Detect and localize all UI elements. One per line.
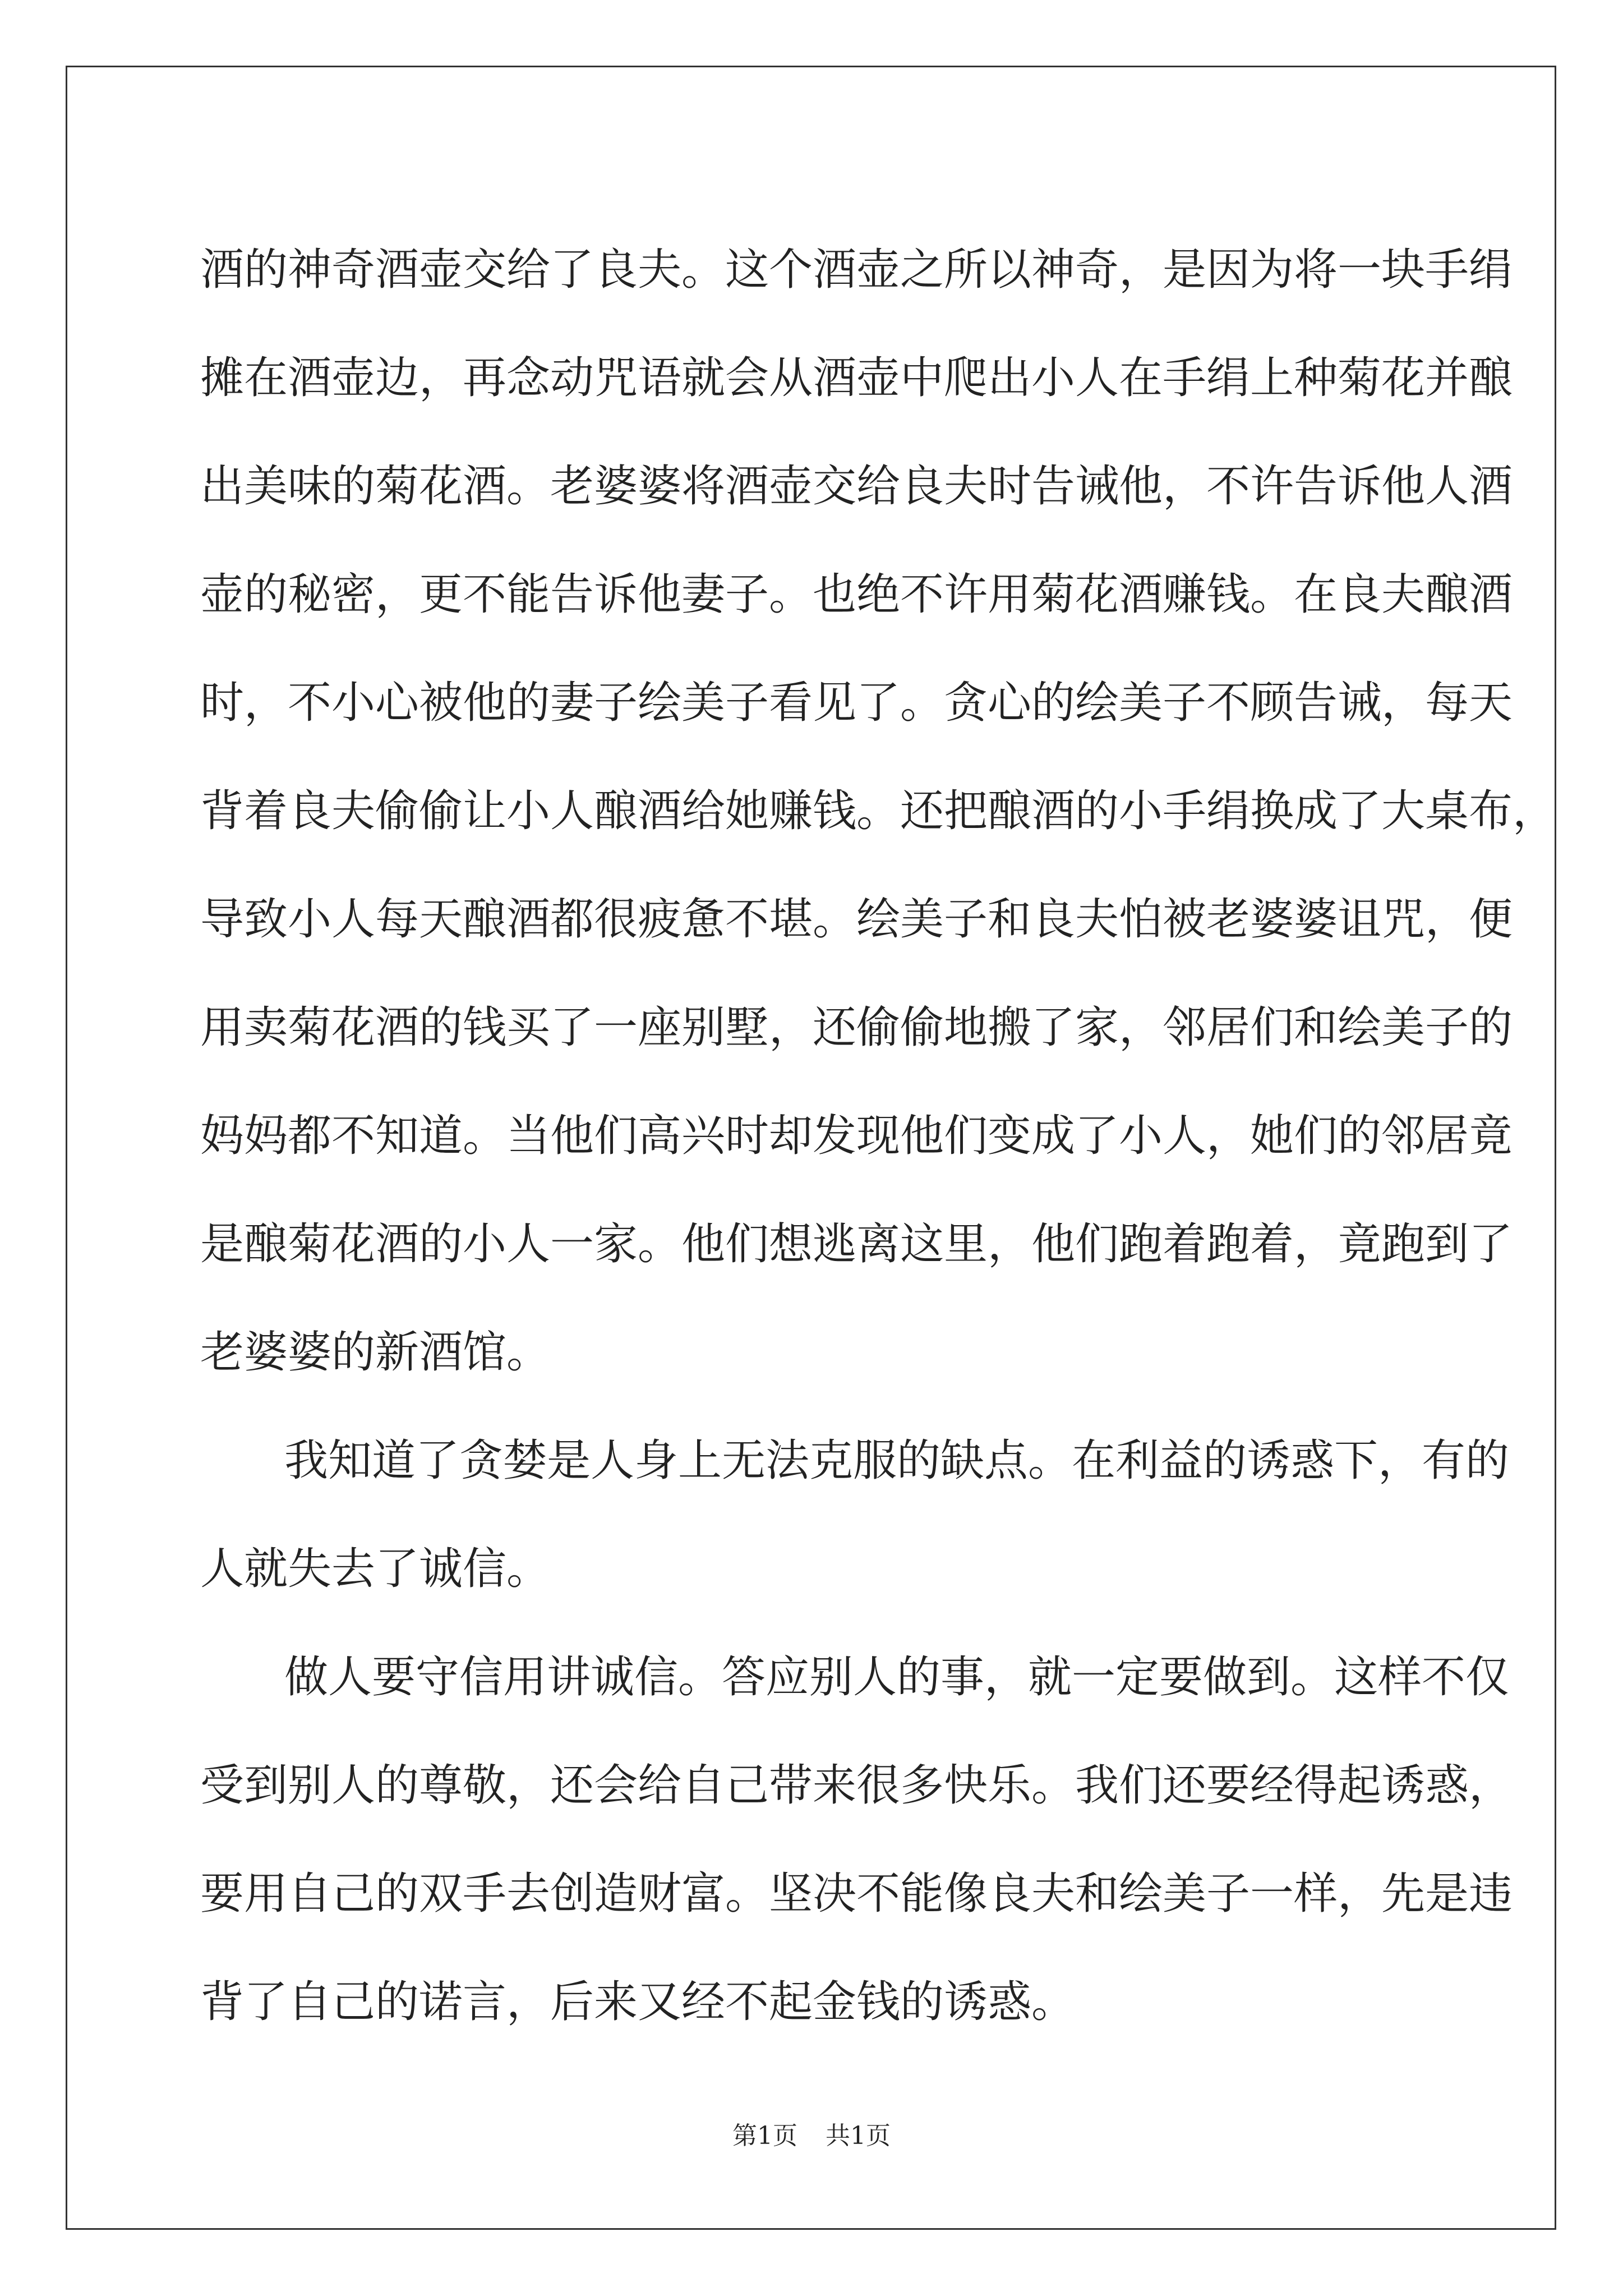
paragraph-3	[200, 1623, 1513, 2056]
paragraph-2	[200, 1407, 1510, 1623]
text-line: 是酿菊花酒的小人一家。他们想逃离这里，他们跑着跑着，竟跑到了	[200, 1219, 1513, 1269]
page-number: 第1页	[732, 2122, 797, 2150]
text-line: 要用自己的双手去创造财富。坚决不能像良夫和绘美子一样，先是违	[200, 1869, 1513, 1919]
text-line: 受到别人的尊敬，还会给自己带来很多快乐。我们还要经得起诱惑，	[200, 1760, 1513, 1811]
document-body	[200, 216, 1557, 2056]
text-line: 酒的神奇酒壶交给了良夫。这个酒壶之所以神奇，是因为将一块手绢	[200, 245, 1513, 295]
text-line: 老婆婆的新酒馆。	[200, 1327, 551, 1378]
page-total: 共1页	[826, 2122, 891, 2150]
text-line: 我知道了贪婪是人身上无法克服的缺点。在利益的诱惑下，有的	[284, 1435, 1510, 1486]
text-line: 用卖菊花酒的钱买了一座别墅，还偷偷地搬了家，邻居们和绘美子的	[200, 1002, 1513, 1053]
text-line: 妈妈都不知道。当他们高兴时却发现他们变成了小人，她们的邻居竟	[200, 1111, 1513, 1161]
text-line: 做人要守信用讲诚信。答应别人的事，就一定要做到。这样不仅	[284, 1652, 1510, 1703]
text-line: 背着良夫偷偷让小人酿酒给她赚钱。还把酿酒的小手绢换成了大桌布，	[200, 786, 1557, 836]
text-line: 摊在酒壶边，再念动咒语就会从酒壶中爬出小人在手绢上种菊花并酿	[200, 353, 1513, 403]
text-line: 壶的秘密，更不能告诉他妻子。也绝不许用菊花酒赚钱。在良夫酿酒	[200, 569, 1513, 620]
text-line: 背了自己的诺言，后来又经不起金钱的诱惑。	[200, 1977, 1076, 2027]
text-line: 时，不小心被他的妻子绘美子看见了。贪心的绘美子不顾告诫，每天	[200, 678, 1513, 728]
page-footer	[0, 2119, 1623, 2153]
paragraph-1	[200, 216, 1557, 1407]
text-line: 导致小人每天酿酒都很疲惫不堪。绘美子和良夫怕被老婆婆诅咒，便	[200, 894, 1513, 945]
text-line: 出美味的菊花酒。老婆婆将酒壶交给良夫时告诫他，不许告诉他人酒	[200, 461, 1513, 512]
text-line: 人就失去了诚信。	[200, 1544, 551, 1594]
